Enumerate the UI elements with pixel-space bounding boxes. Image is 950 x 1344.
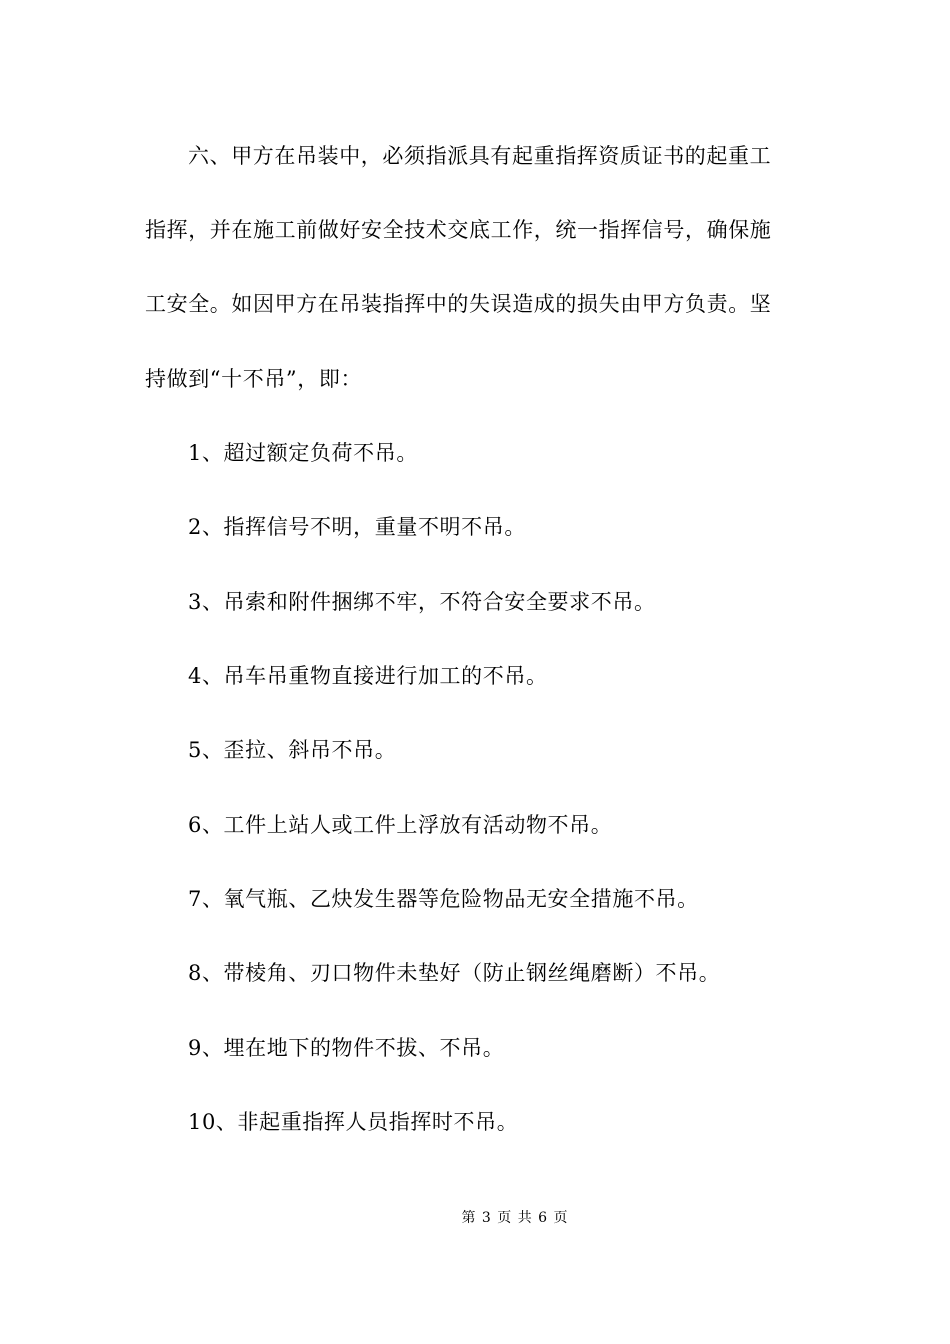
paragraph-line: 指挥，并在施工前做好安全技术交底工作，统一指挥信号，确保施 — [145, 218, 772, 242]
list-item: 3、吊索和附件捆绑不牢，不符合安全要求不吊。 — [188, 590, 656, 614]
list-item: 5、歪拉、斜吊不吊。 — [188, 738, 397, 762]
list-item: 1、超过额定负荷不吊。 — [188, 441, 418, 465]
list-item: 10、非起重指挥人员指挥时不吊。 — [188, 1110, 519, 1134]
paragraph-line: 六、甲方在吊装中，必须指派具有起重指挥资质证书的起重工 — [188, 144, 772, 168]
list-item: 7、氧气瓶、乙炔发生器等危险物品无安全措施不吊。 — [188, 887, 699, 911]
list-item: 6、工件上站人或工件上浮放有活动物不吊。 — [188, 813, 613, 837]
list-item: 4、吊车吊重物直接进行加工的不吊。 — [188, 664, 548, 688]
list-item: 2、指挥信号不明，重量不明不吊。 — [188, 515, 526, 539]
list-item: 8、带棱角、刃口物件未垫好（防止钢丝绳磨断）不吊。 — [188, 961, 721, 985]
page-number-footer: 第 3 页 共 6 页 — [461, 1210, 569, 1226]
paragraph-line: 工安全。如因甲方在吊装指挥中的失误造成的损失由甲方负责。坚 — [145, 292, 772, 316]
paragraph-line: 持做到“十不吊”，即： — [145, 367, 363, 391]
list-item: 9、埋在地下的物件不拔、不吊。 — [188, 1036, 505, 1060]
